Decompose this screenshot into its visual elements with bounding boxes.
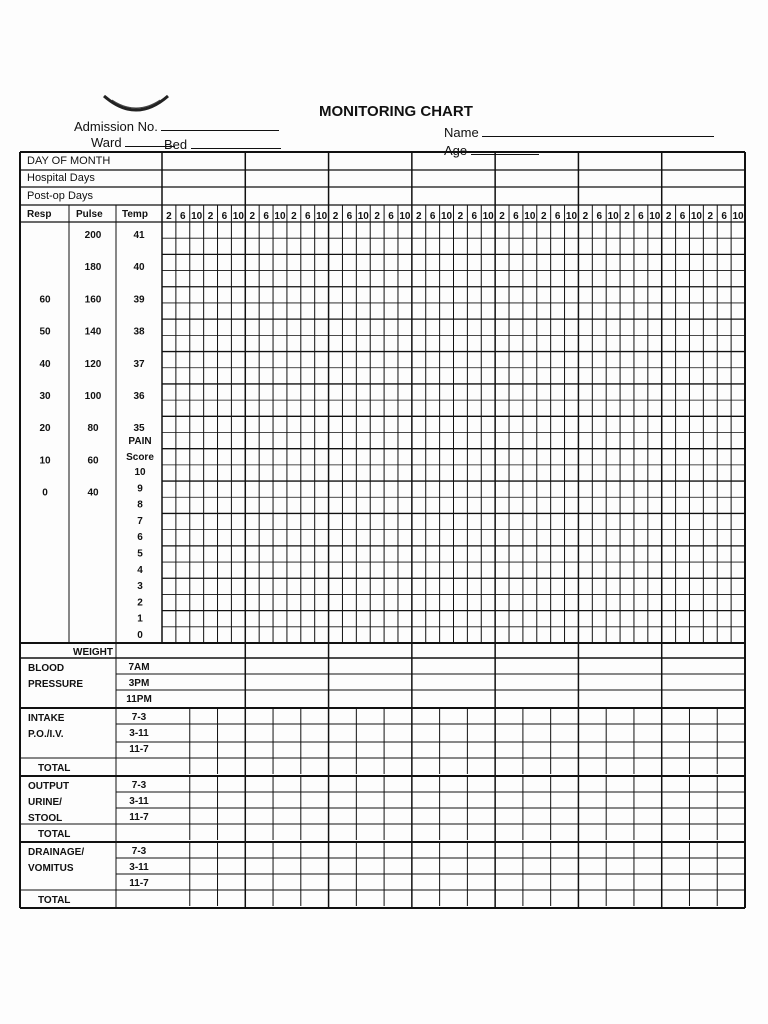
time-tick-label: 2: [207, 211, 214, 222]
time-tick-label: 2: [166, 211, 172, 222]
pain-scale-value: 2: [137, 597, 143, 609]
drainage-label: VOMITUS: [28, 863, 74, 874]
drainage-shift-label: 7-3: [131, 846, 147, 857]
time-tick-label: 2: [291, 211, 297, 222]
pain-scale-value: 8: [137, 499, 143, 511]
intake-label: P.O./I.V.: [28, 729, 64, 740]
resp-scale-value: 30: [39, 391, 51, 402]
time-tick-label: 10: [316, 211, 328, 222]
resp-scale-value: 60: [39, 294, 51, 306]
hospital-days-label: Hospital Days: [27, 172, 95, 184]
time-tick-label: 2: [582, 211, 589, 222]
pulse-scale-value: 180: [84, 262, 102, 274]
time-tick-label: 6: [429, 211, 436, 222]
pain-score-label: Score: [126, 452, 154, 463]
drainage-label: DRAINAGE/: [28, 847, 85, 858]
page-title: MONITORING CHART: [319, 103, 473, 120]
pain-scale-value: 3: [137, 581, 143, 593]
time-tick-label: 2: [374, 211, 380, 222]
bed-label: Bed: [164, 137, 188, 152]
output-label: STOOL: [28, 813, 63, 824]
blood-pressure-label: BLOOD: [28, 663, 65, 674]
temp-scale-value: 39: [133, 294, 145, 306]
pulse-scale-value: 40: [87, 487, 99, 499]
time-tick-label: 10: [524, 211, 536, 222]
pulse-scale-value: 120: [84, 358, 102, 370]
time-tick-label: 2: [665, 211, 672, 222]
time-tick-label: 6: [304, 211, 311, 222]
time-tick-label: 10: [649, 211, 661, 222]
pain-scale-value: 4: [137, 564, 143, 576]
temp-scale-value: 37: [133, 358, 145, 370]
time-tick-label: 10: [690, 211, 702, 222]
pulse-scale-value: 60: [87, 455, 99, 467]
weight-label: WEIGHT: [73, 647, 113, 658]
drainage-shift-label: 11-7: [129, 878, 149, 889]
pain-scale-value: 0: [137, 630, 143, 641]
time-tick-label: 10: [274, 211, 286, 222]
output-shift-label: 7-3: [131, 780, 147, 791]
pulse-scale-value: 100: [84, 391, 102, 402]
time-tick-label: 10: [482, 211, 494, 222]
admission-label: Admission No.: [74, 119, 158, 134]
time-tick-label: 6: [513, 211, 519, 222]
ward-label: Ward: [91, 135, 122, 150]
time-tick-label: 2: [332, 211, 339, 222]
intake-label: INTAKE: [28, 713, 65, 724]
time-tick-label: 6: [388, 211, 394, 222]
pain-scale-value: 10: [134, 467, 146, 478]
pulse-scale-value: 200: [84, 230, 102, 241]
drainage-shift-label: 3-11: [129, 862, 149, 873]
temp-scale-value: 41: [133, 230, 145, 241]
intake-shift-label: 3-11: [129, 728, 149, 739]
intake-shift-label: 11-7: [129, 744, 149, 755]
blood-pressure-shift-label: 7AM: [128, 662, 150, 673]
blood-pressure-shift-label: 3PM: [128, 678, 150, 689]
resp-column-header: Resp: [27, 209, 52, 220]
pain-scale-value: 7: [137, 515, 143, 527]
time-tick-label: 6: [346, 211, 353, 222]
time-tick-label: 10: [399, 211, 411, 222]
output-shift-label: 11-7: [129, 812, 149, 823]
resp-scale-value: 0: [42, 487, 48, 499]
time-tick-label: 6: [554, 211, 561, 222]
time-tick-label: 10: [607, 211, 619, 222]
pulse-scale-value: 140: [84, 326, 102, 338]
time-tick-label: 2: [457, 211, 464, 222]
age-label: Age: [444, 143, 468, 158]
temp-column-header: Temp: [122, 209, 148, 220]
time-tick-label: 10: [565, 211, 578, 222]
time-tick-label: 6: [221, 211, 228, 222]
time-tick-label: 2: [416, 211, 422, 222]
intake-total-label: TOTAL: [38, 763, 71, 774]
pain-scale-value: 5: [137, 548, 143, 560]
output-shift-label: 3-11: [129, 796, 149, 807]
temp-scale-value: 38: [133, 326, 145, 338]
time-tick-label: 6: [721, 211, 727, 222]
drainage-total-label: TOTAL: [38, 895, 71, 906]
pain-scale-value: 9: [137, 483, 143, 495]
time-tick-label: 2: [624, 211, 630, 222]
day-of-month-label: DAY OF MONTH: [27, 155, 111, 167]
pulse-scale-value: 80: [87, 423, 99, 435]
time-tick-label: 2: [707, 211, 714, 222]
time-tick-label: 2: [499, 211, 505, 222]
temp-scale-value: 36: [133, 391, 145, 402]
time-tick-label: 10: [732, 211, 744, 222]
pain-scale-value: 1: [137, 613, 143, 625]
resp-scale-value: 40: [39, 358, 51, 370]
pain-label: PAIN: [128, 436, 152, 447]
temp-scale-value: 40: [133, 262, 145, 274]
time-tick-label: 6: [596, 211, 603, 222]
time-tick-label: 2: [249, 211, 256, 222]
name-label: Name: [444, 125, 479, 140]
pain-scale-value: 6: [137, 532, 143, 544]
pulse-scale-value: 160: [84, 294, 102, 306]
blood-pressure-label: PRESSURE: [28, 679, 84, 690]
pulse-column-header: Pulse: [76, 209, 103, 220]
output-label: OUTPUT: [28, 781, 70, 792]
time-tick-label: 10: [232, 211, 244, 222]
time-tick-label: 2: [540, 211, 547, 222]
resp-scale-value: 50: [39, 326, 51, 338]
time-tick-label: 10: [357, 211, 369, 222]
time-tick-label: 10: [191, 211, 203, 222]
postop-days-label: Post-op Days: [27, 190, 94, 202]
time-tick-label: 6: [471, 211, 478, 222]
temp-scale-value: 35: [133, 423, 145, 435]
time-tick-label: 6: [263, 211, 269, 222]
resp-scale-value: 20: [39, 423, 51, 435]
time-tick-label: 10: [440, 211, 453, 222]
output-label: URINE/: [28, 797, 62, 808]
time-tick-label: 6: [180, 211, 186, 222]
time-tick-label: 6: [679, 211, 686, 222]
output-total-label: TOTAL: [38, 829, 71, 840]
blood-pressure-shift-label: 11PM: [126, 694, 152, 705]
resp-scale-value: 10: [39, 455, 51, 467]
time-tick-label: 6: [638, 211, 644, 222]
intake-shift-label: 7-3: [131, 712, 147, 723]
